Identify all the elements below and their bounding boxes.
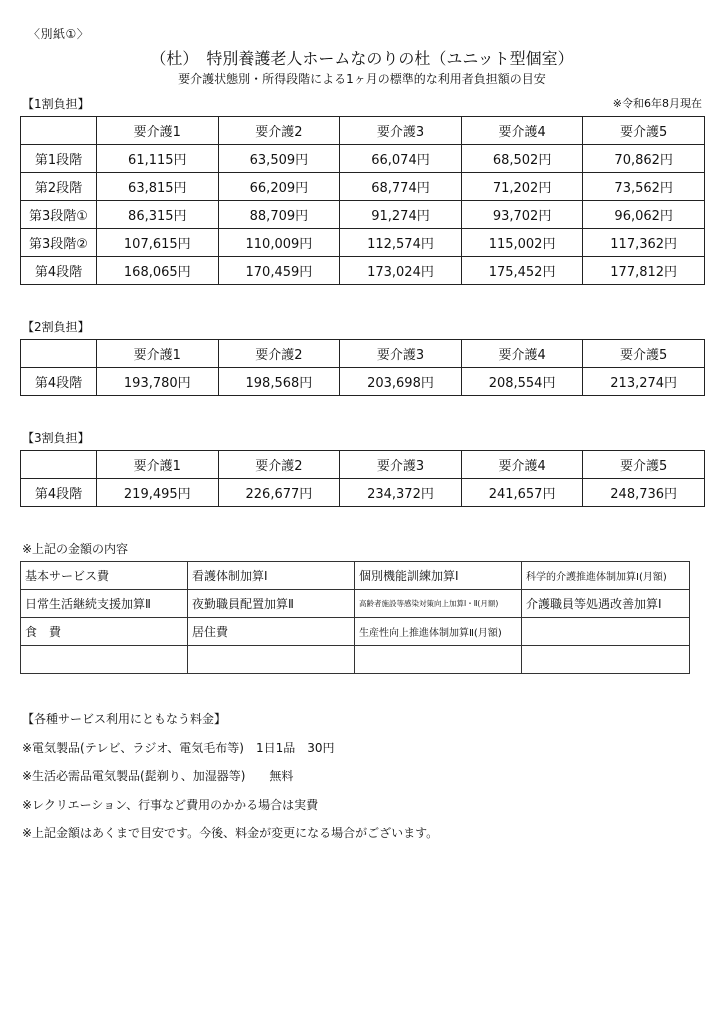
- breakdown-cell: 食 費: [21, 618, 188, 646]
- appendix-label: 〈別紙①〉: [28, 27, 90, 41]
- column-header: 要介護1: [97, 451, 219, 479]
- fee-cell: 68,502円: [461, 145, 583, 173]
- note-item: ※レクリエーション、行事など費用のかかる場合は実費: [22, 797, 319, 812]
- table-header-row: [21, 451, 705, 479]
- breakdown-cell: 居住費: [188, 618, 355, 646]
- fee-cell: 63,815円: [97, 173, 219, 201]
- fee-cell: 213,274円: [583, 368, 705, 396]
- fee-cell: 70,862円: [583, 145, 705, 173]
- fee-cell: 63,509円: [218, 145, 340, 173]
- breakdown-heading: ※上記の金額の内容: [22, 542, 129, 556]
- fee-cell: 93,702円: [461, 201, 583, 229]
- table-row: [21, 590, 690, 618]
- as-of-date: ※令和6年8月現在: [612, 97, 702, 110]
- column-header: 要介護1: [97, 117, 219, 145]
- table-row: [21, 368, 705, 396]
- fee-cell: 168,065円: [97, 257, 219, 285]
- breakdown-cell: 高齢者施設等感染対策向上加算Ⅰ・Ⅱ(月額): [355, 590, 522, 618]
- breakdown-cell: [522, 618, 690, 646]
- column-header: 要介護2: [218, 340, 340, 368]
- breakdown-cell: 介護職員等処遇改善加算Ⅰ: [522, 590, 690, 618]
- fee-cell: 73,562円: [583, 173, 705, 201]
- breakdown-cell: 夜勤職員配置加算Ⅱ: [188, 590, 355, 618]
- fee-cell: 68,774円: [340, 173, 462, 201]
- fee-cell: 219,495円: [97, 479, 219, 507]
- column-header: 要介護2: [218, 117, 340, 145]
- column-header: 要介護5: [583, 117, 705, 145]
- stage-label: 第4段階: [21, 368, 97, 396]
- table-row: [21, 562, 690, 590]
- fee-table-2: [20, 339, 705, 396]
- stage-label: 第4段階: [21, 257, 97, 285]
- column-header: 要介護1: [97, 340, 219, 368]
- breakdown-cell: 科学的介護推進体制加算Ⅰ(月額): [522, 562, 690, 590]
- breakdown-cell: 日常生活継続支援加算Ⅱ: [21, 590, 188, 618]
- fee-cell: 248,736円: [583, 479, 705, 507]
- column-header: 要介護4: [461, 451, 583, 479]
- table-row: [21, 479, 705, 507]
- breakdown-cell: 個別機能訓練加算Ⅰ: [355, 562, 522, 590]
- fee-cell: 61,115円: [97, 145, 219, 173]
- table-header-row: [21, 117, 705, 145]
- note-item: ※上記金額はあくまで目安です。今後、料金が変更になる場合がございます。: [22, 826, 439, 840]
- fee-cell: 66,209円: [218, 173, 340, 201]
- table-row: [21, 229, 705, 257]
- breakdown-cell: [522, 646, 690, 674]
- fee-table-1: [20, 116, 705, 285]
- table-row: [21, 618, 690, 646]
- table-row: [21, 201, 705, 229]
- fee-cell: 208,554円: [461, 368, 583, 396]
- fee-cell: 193,780円: [97, 368, 219, 396]
- column-header: 要介護2: [218, 451, 340, 479]
- corner-cell: [21, 117, 97, 145]
- fee-cell: 96,062円: [583, 201, 705, 229]
- table-row: [21, 646, 690, 674]
- fee-cell: 66,074円: [340, 145, 462, 173]
- table3-label: 【3割負担】: [22, 431, 90, 445]
- fee-cell: 177,812円: [583, 257, 705, 285]
- column-header: 要介護5: [583, 340, 705, 368]
- corner-cell: [21, 340, 97, 368]
- fee-cell: 117,362円: [583, 229, 705, 257]
- breakdown-cell: [188, 646, 355, 674]
- breakdown-cell: 基本サービス費: [21, 562, 188, 590]
- fee-cell: 170,459円: [218, 257, 340, 285]
- breakdown-cell: 生産性向上推進体制加算Ⅱ(月額): [355, 618, 522, 646]
- fee-cell: 71,202円: [461, 173, 583, 201]
- stage-label: 第3段階②: [21, 229, 97, 257]
- table1-label: 【1割負担】: [22, 97, 90, 111]
- service-notes: [22, 705, 438, 848]
- fee-cell: 173,024円: [340, 257, 462, 285]
- fee-cell: 91,274円: [340, 201, 462, 229]
- column-header: 要介護3: [340, 117, 462, 145]
- stage-label: 第1段階: [21, 145, 97, 173]
- fee-cell: 198,568円: [218, 368, 340, 396]
- fee-cell: 241,657円: [461, 479, 583, 507]
- column-header: 要介護3: [340, 340, 462, 368]
- table-row: [21, 145, 705, 173]
- breakdown-cell: [355, 646, 522, 674]
- fee-cell: 107,615円: [97, 229, 219, 257]
- table2-label: 【2割負担】: [22, 320, 90, 334]
- table-row: [21, 173, 705, 201]
- stage-label: 第2段階: [21, 173, 97, 201]
- column-header: 要介護4: [461, 340, 583, 368]
- fee-table-3: [20, 450, 705, 507]
- fee-cell: 112,574円: [340, 229, 462, 257]
- fee-cell: 110,009円: [218, 229, 340, 257]
- fee-cell: 175,452円: [461, 257, 583, 285]
- stage-label: 第4段階: [21, 479, 97, 507]
- fee-cell: 115,002円: [461, 229, 583, 257]
- fee-cell: 226,677円: [218, 479, 340, 507]
- fee-cell: 203,698円: [340, 368, 462, 396]
- table-header-row: [21, 340, 705, 368]
- breakdown-cell: [21, 646, 188, 674]
- breakdown-cell: 看護体制加算Ⅰ: [188, 562, 355, 590]
- note-item: ※生活必需品電気製品(髭剃り、加湿器等) 無料: [22, 769, 294, 783]
- stage-label: 第3段階①: [21, 201, 97, 229]
- note-item: ※電気製品(テレビ、ラジオ、電気毛布等) 1日1品 30円: [22, 740, 335, 755]
- page-subtitle: 要介護状態別・所得段階による1ヶ月の標準的な利用者負担額の目安: [178, 72, 546, 86]
- page-title: （杜） 特別養護老人ホームなのりの杜（ユニット型個室）: [150, 49, 574, 68]
- fee-cell: 88,709円: [218, 201, 340, 229]
- breakdown-table: [20, 561, 690, 674]
- column-header: 要介護5: [583, 451, 705, 479]
- corner-cell: [21, 451, 97, 479]
- column-header: 要介護3: [340, 451, 462, 479]
- table-row: [21, 257, 705, 285]
- fee-cell: 86,315円: [97, 201, 219, 229]
- column-header: 要介護4: [461, 117, 583, 145]
- services-heading: 【各種サービス利用にともなう料金】: [22, 712, 227, 726]
- fee-cell: 234,372円: [340, 479, 462, 507]
